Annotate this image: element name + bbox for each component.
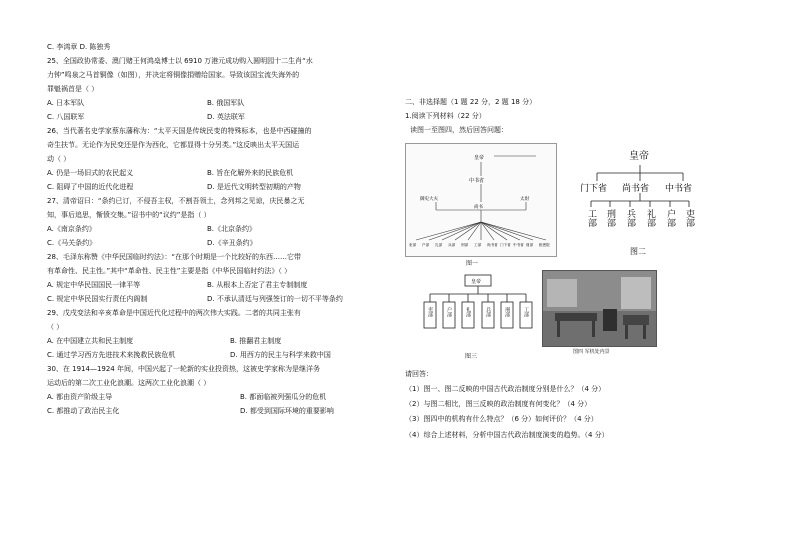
figure-3-diagram [415, 272, 541, 348]
q24-options-cd: C. 李鸿章 D. 陈独秀 [47, 43, 111, 51]
q30-option-d: D. 都受到国际环境的重要影响 [240, 407, 334, 415]
q26-option-a: A. 仍是一场旧式的农民起义 [47, 169, 134, 177]
answer-question-1: （1）图一、图二反映的中国古代政治制度分别是什么？（4 分） [405, 385, 606, 393]
q29-option-d: D. 用西方的民主与科学来救中国 [230, 351, 331, 359]
section-title: 二、非选择题（1 题 22 分，2 题 18 分） [405, 98, 537, 106]
answer-question-4: （4）综合上述材料，分析中国古代政治制度演变的趋势。（4 分） [405, 431, 609, 439]
please-answer: 请回答： [405, 370, 433, 378]
figure-4-caption: 图四 军机处内景 [573, 349, 610, 355]
fig2-bottom-0: 工部 [586, 209, 596, 227]
fig2-bottom-2: 兵部 [625, 209, 635, 227]
q30-option-b: B. 都面临被列强瓜分的危机 [240, 393, 327, 401]
figure-2-diagram [577, 143, 703, 258]
fig1-bottom-9: 财部 [526, 243, 534, 247]
fig1-top: 皇帝 [474, 155, 485, 161]
fig2-bottom-3: 礼部 [645, 209, 655, 227]
q28-option-c: C. 规定中华民国实行责任内阁制 [47, 295, 148, 303]
q28-option-d: D. 不承认清廷与列强签订的一切不平等条约 [207, 295, 343, 303]
q28-stem-1: 28、毛泽东称赞《中华民国临时约法》：“在那个时期是一个比较好的东西……它带 [47, 253, 302, 261]
fig3-bottom-0: 吏部 [427, 307, 433, 317]
figure-2 [577, 143, 703, 258]
fig2-mid-0: 门下省 [580, 184, 608, 194]
figure-3-caption: 图三 [465, 353, 478, 360]
fig1-bottom-2: 礼部 [435, 243, 443, 247]
fig2-bottom-4: 户部 [665, 209, 675, 227]
figure-4-photo [542, 270, 657, 347]
q29-option-a: A. 在中国建立共和民主制度 [47, 337, 134, 345]
fig1-bottom-3: 兵部 [448, 243, 456, 247]
q25-option-d: D. 英法联军 [207, 113, 245, 121]
fig1-bottom-8: 中书省 [513, 243, 524, 247]
q26-option-b: B. 旨在化解外来的民族危机 [207, 169, 294, 177]
fig3-bottom-3: 兵部 [485, 307, 491, 317]
q27-option-a: A.《南京条约》 [47, 225, 96, 233]
fig3-top: 皇帝 [471, 279, 482, 285]
fig1-center: 尚书 [474, 205, 483, 210]
fig2-bottom-5: 吏部 [684, 209, 694, 227]
fig3-bottom-1: 户部 [446, 307, 452, 317]
fig1-bottom-5: 工部 [474, 243, 482, 247]
q28-option-a: A. 规定中华民国国民一律平等 [47, 281, 141, 289]
q30-stem-1: 30、在 1914—1924 年间，中国兴起了一轮新的实业投资热，这被史学家称为是继洋务 [47, 365, 320, 373]
q25-stem-2: 力钟”鸣泉之马首铜像（如图），并决定将铜像捐赠给国家。导致该国宝流失海外的 [47, 71, 300, 79]
q29-option-b: B. 推翻君主制度 [230, 337, 282, 345]
q30-option-c: C. 都推动了政治民主化 [47, 407, 120, 415]
q25-stem-3: 罪魁祸首是（ ） [47, 85, 99, 93]
fig3-bottom-5: 工部 [523, 307, 529, 317]
q27-stem-1: 27、清帝诏曰：“条约已订，不侵吾主权，不割吾领土，念列邦之见谅，庆民暴之无 [47, 197, 305, 205]
q29-option-c: C. 通过学习西方先进技术来挽救民族危机 [47, 351, 176, 359]
figure-1-diagram [406, 144, 556, 256]
fig1-right: 太尉 [520, 197, 529, 202]
fig1-bottom-4: 刑部 [461, 243, 469, 247]
fig3-bottom-4: 刑部 [504, 307, 510, 317]
q26-stem-2: 奇生扶节。无论作为民变还是作为西化，它都显得十分另类。”这反映出太平天国运 [47, 141, 300, 149]
q28-option-b: B. 从根本上否定了君主专制制度 [207, 281, 308, 289]
figure-2-caption: 图二 [630, 247, 646, 256]
fig2-mid-2: 中书省 [665, 184, 693, 194]
fig1-bottom-10: 枢密院 [539, 243, 550, 247]
q26-option-d: D. 是近代文明转型初期的产物 [207, 183, 301, 191]
fig2-mid-1: 尚书省 [622, 184, 650, 194]
figure-3 [415, 272, 541, 348]
fig2-bottom-1: 刑部 [605, 209, 615, 227]
q29-stem-1: 29、戊戌变法和辛亥革命是中国近代化过程中的两次伟大实践。二者的共同主张有 [47, 309, 301, 317]
q28-stem-2: 有革命性、民主性。”其中“革命性、民主性”主要是指《中华民国临时约法》（ ） [47, 267, 292, 275]
q30-stem-2: 运动后的第二次工业化浪潮。这两次工业化浪潮（ ） [47, 379, 211, 387]
figure-4-image [543, 271, 656, 346]
figure-1 [405, 143, 557, 257]
q25-option-b: B. 俄国军队 [207, 99, 245, 107]
question-title: 1.阅读下列材料（22 分） [405, 112, 486, 120]
q26-option-c: C. 阻碍了中国的近代化进程 [47, 183, 134, 191]
q27-stem-2: 知，事后追思，惭愤交集。”诏书中的“议约”是指（ ） [47, 211, 211, 219]
answer-question-2: （2）与图二相比，图三反映的政治制度有何变化？（4 分） [405, 400, 592, 408]
q26-stem-3: 动（ ） [47, 155, 71, 163]
q25-option-c: C. 八国联军 [47, 113, 85, 121]
fig1-bottom-6: 尚书省 [487, 243, 498, 247]
figure-1-caption: 图一 [466, 260, 479, 267]
q25-option-a: A. 日本军队 [47, 99, 85, 107]
q27-option-b: B.《北京条约》 [207, 225, 257, 233]
q29-stem-2: （ ） [47, 323, 64, 331]
answer-question-3: （3）图四中的机构有什么特点？（6 分）如何评价？（4 分） [405, 415, 598, 423]
fig1-mid: 中书省 [469, 178, 485, 184]
fig1-bottom-7: 门下省 [500, 243, 511, 247]
fig2-top: 皇帝 [629, 151, 649, 162]
q27-option-c: C.《马关条约》 [47, 239, 97, 247]
q25-stem-1: 25、全国政协常委、澳门赌王何鸿燊博士以 6910 万港元成功购入圆明园十二生肖“水 [47, 57, 313, 65]
q30-option-a: A. 都由资产阶级主导 [47, 393, 113, 401]
fig1-bottom-1: 户部 [422, 243, 430, 247]
q26-stem-1: 26、当代著名史学家蔡东藩称为：“太平天国是传统民变的特殊标本，也是中西碰撞的 [47, 127, 312, 135]
fig3-bottom-2: 礼部 [465, 307, 471, 317]
question-intro: 读图一至图四，然后回答问题： [410, 126, 508, 134]
q27-option-d: D.《辛丑条约》 [207, 239, 257, 247]
fig1-bottom-0: 吏部 [409, 243, 417, 247]
fig1-left: 御史大夫 [420, 197, 438, 202]
